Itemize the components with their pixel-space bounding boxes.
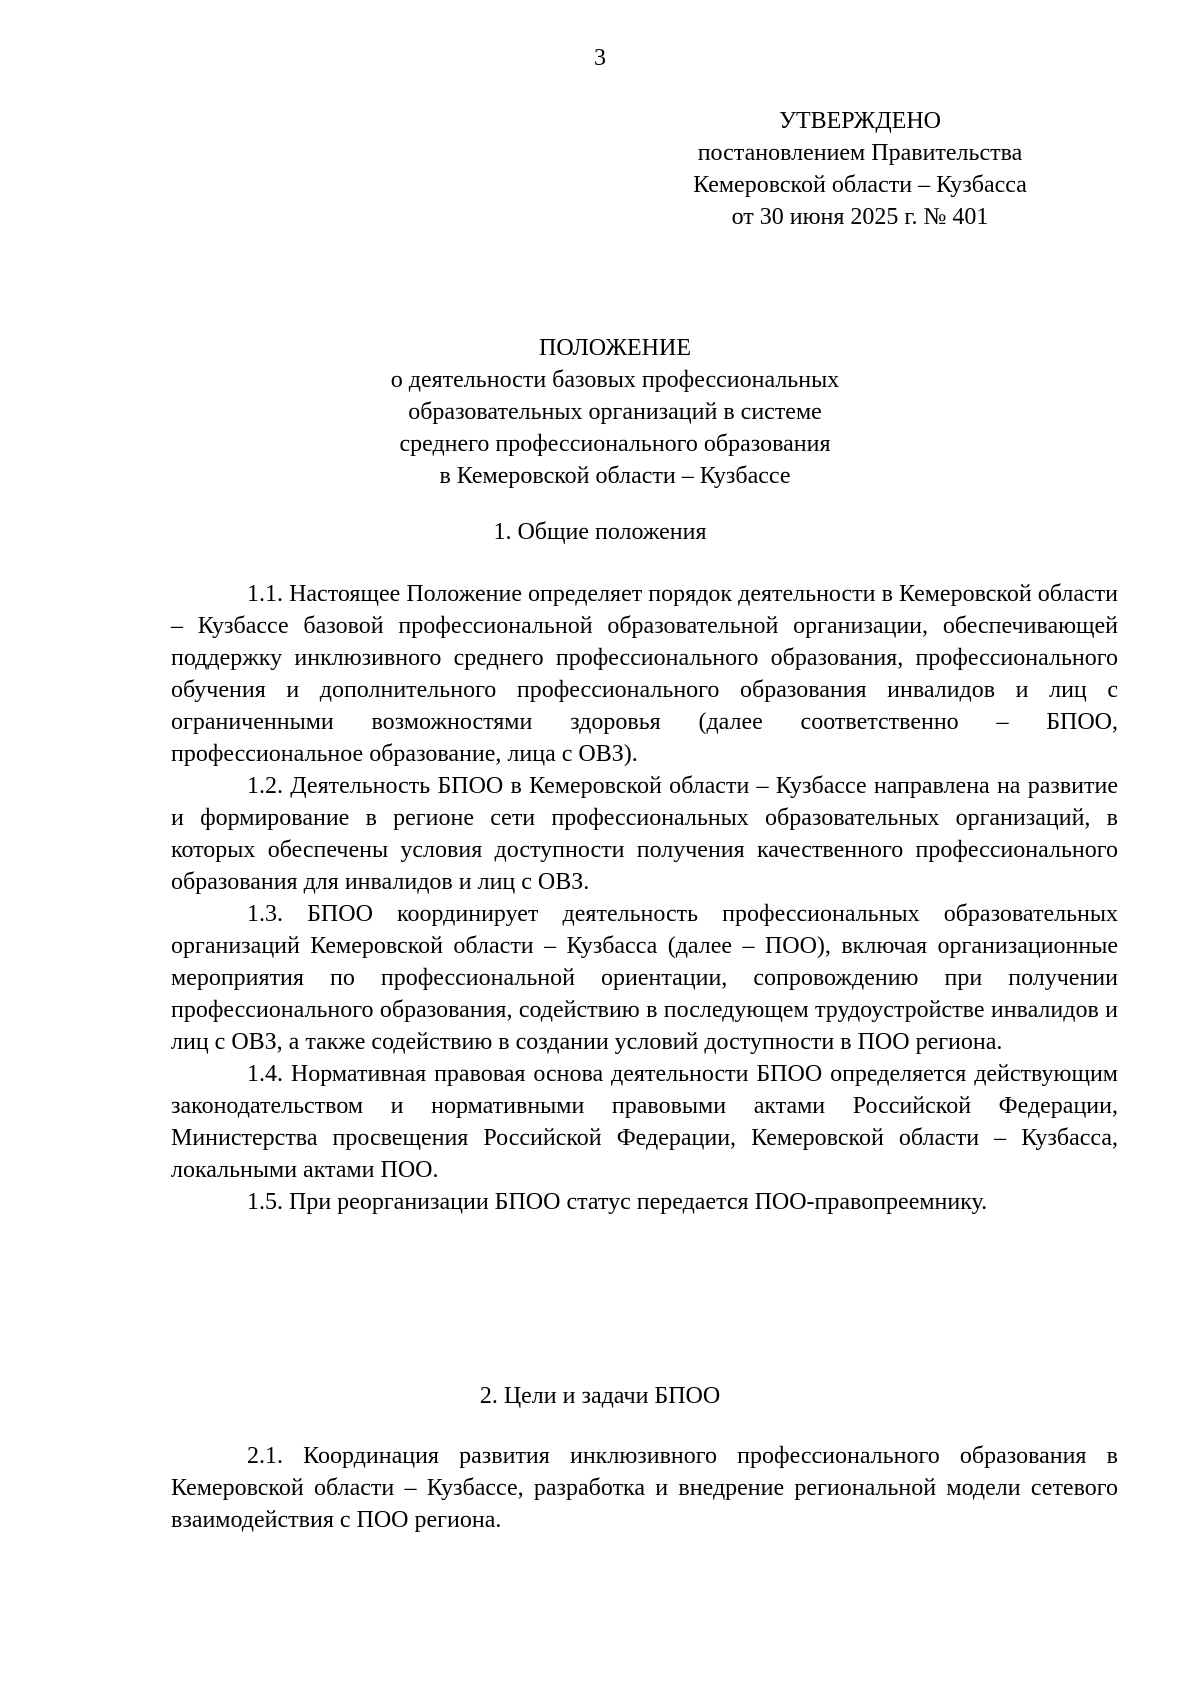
- title-heading: ПОЛОЖЕНИЕ: [539, 335, 691, 361]
- paragraph-1-2: 1.2. Деятельность БПОО в Кемеровской области – Кузбассе направлена на развитие и формирование в регионе сети профессиональных образовательных организаций, в которых обеспечены условия доступности получения качественного профессионального образования для инвалидов и лиц с ОВЗ.: [171, 773, 1118, 895]
- approval-block: [650, 105, 1070, 233]
- title-line: среднего профессионального образования: [399, 431, 831, 457]
- title-line: о деятельности базовых профессиональных: [390, 367, 840, 393]
- approval-date: от 30 июня 2025 г. № 401: [731, 204, 989, 230]
- section-2-body: [171, 1440, 1118, 1536]
- paragraph-1-5: 1.5. При реорганизации БПОО статус передается ПОО-правопреемнику.: [247, 1189, 988, 1215]
- section-heading-2: 2. Цели и задачи БПОО: [479, 1383, 721, 1409]
- title-line: в Кемеровской области – Кузбассе: [439, 463, 791, 489]
- page-number: 3: [594, 45, 606, 71]
- section-1-body: [171, 578, 1118, 1218]
- paragraph-1-4: 1.4. Нормативная правовая основа деятельности БПОО определяется действующим законодательством и нормативными правовыми актами Российской Федерации, Министерства просвещения Российской Федерации, Кемеровской области – Кузбасса, локальными актами ПОО.: [171, 1061, 1118, 1183]
- title-line: образовательных организаций в системе: [408, 399, 822, 425]
- paragraph-1-1: 1.1. Настоящее Положение определяет порядок деятельности в Кемеровской области – Кузбассе базовой профессиональной образовательной организации, обеспечивающей поддержку инклюзивного среднего профессионального образования, профессионального обучения и дополнительного профессионального образования инвалидов и лиц с ограниченными возможностями здоровья (далее соответственно – БПОО, профессиональное образование, лица с ОВЗ).: [171, 581, 1118, 767]
- approval-heading: УТВЕРЖДЕНО: [778, 108, 942, 134]
- document-title: [340, 332, 890, 492]
- approval-line: Кемеровской области – Кузбасса: [693, 172, 1027, 198]
- paragraph-2-1: 2.1. Координация развития инклюзивного профессионального образования в Кемеровской области – Кузбассе, разработка и внедрение региональной модели сетевого взаимодействия с ПОО региона.: [171, 1443, 1118, 1533]
- section-heading-1: 1. Общие положения: [493, 519, 707, 545]
- approval-line: постановлением Правительства: [697, 140, 1023, 166]
- paragraph-1-3: 1.3. БПОО координирует деятельность профессиональных образовательных организаций Кемеровской области – Кузбасса (далее – ПОО), включая организационные мероприятия по профессиональной ориентации, сопровождению при получении профессионального образования, содействию в последующем трудоустройстве инвалидов и лиц с ОВЗ, а также содействию в создании условий доступности в ПОО региона.: [171, 901, 1118, 1055]
